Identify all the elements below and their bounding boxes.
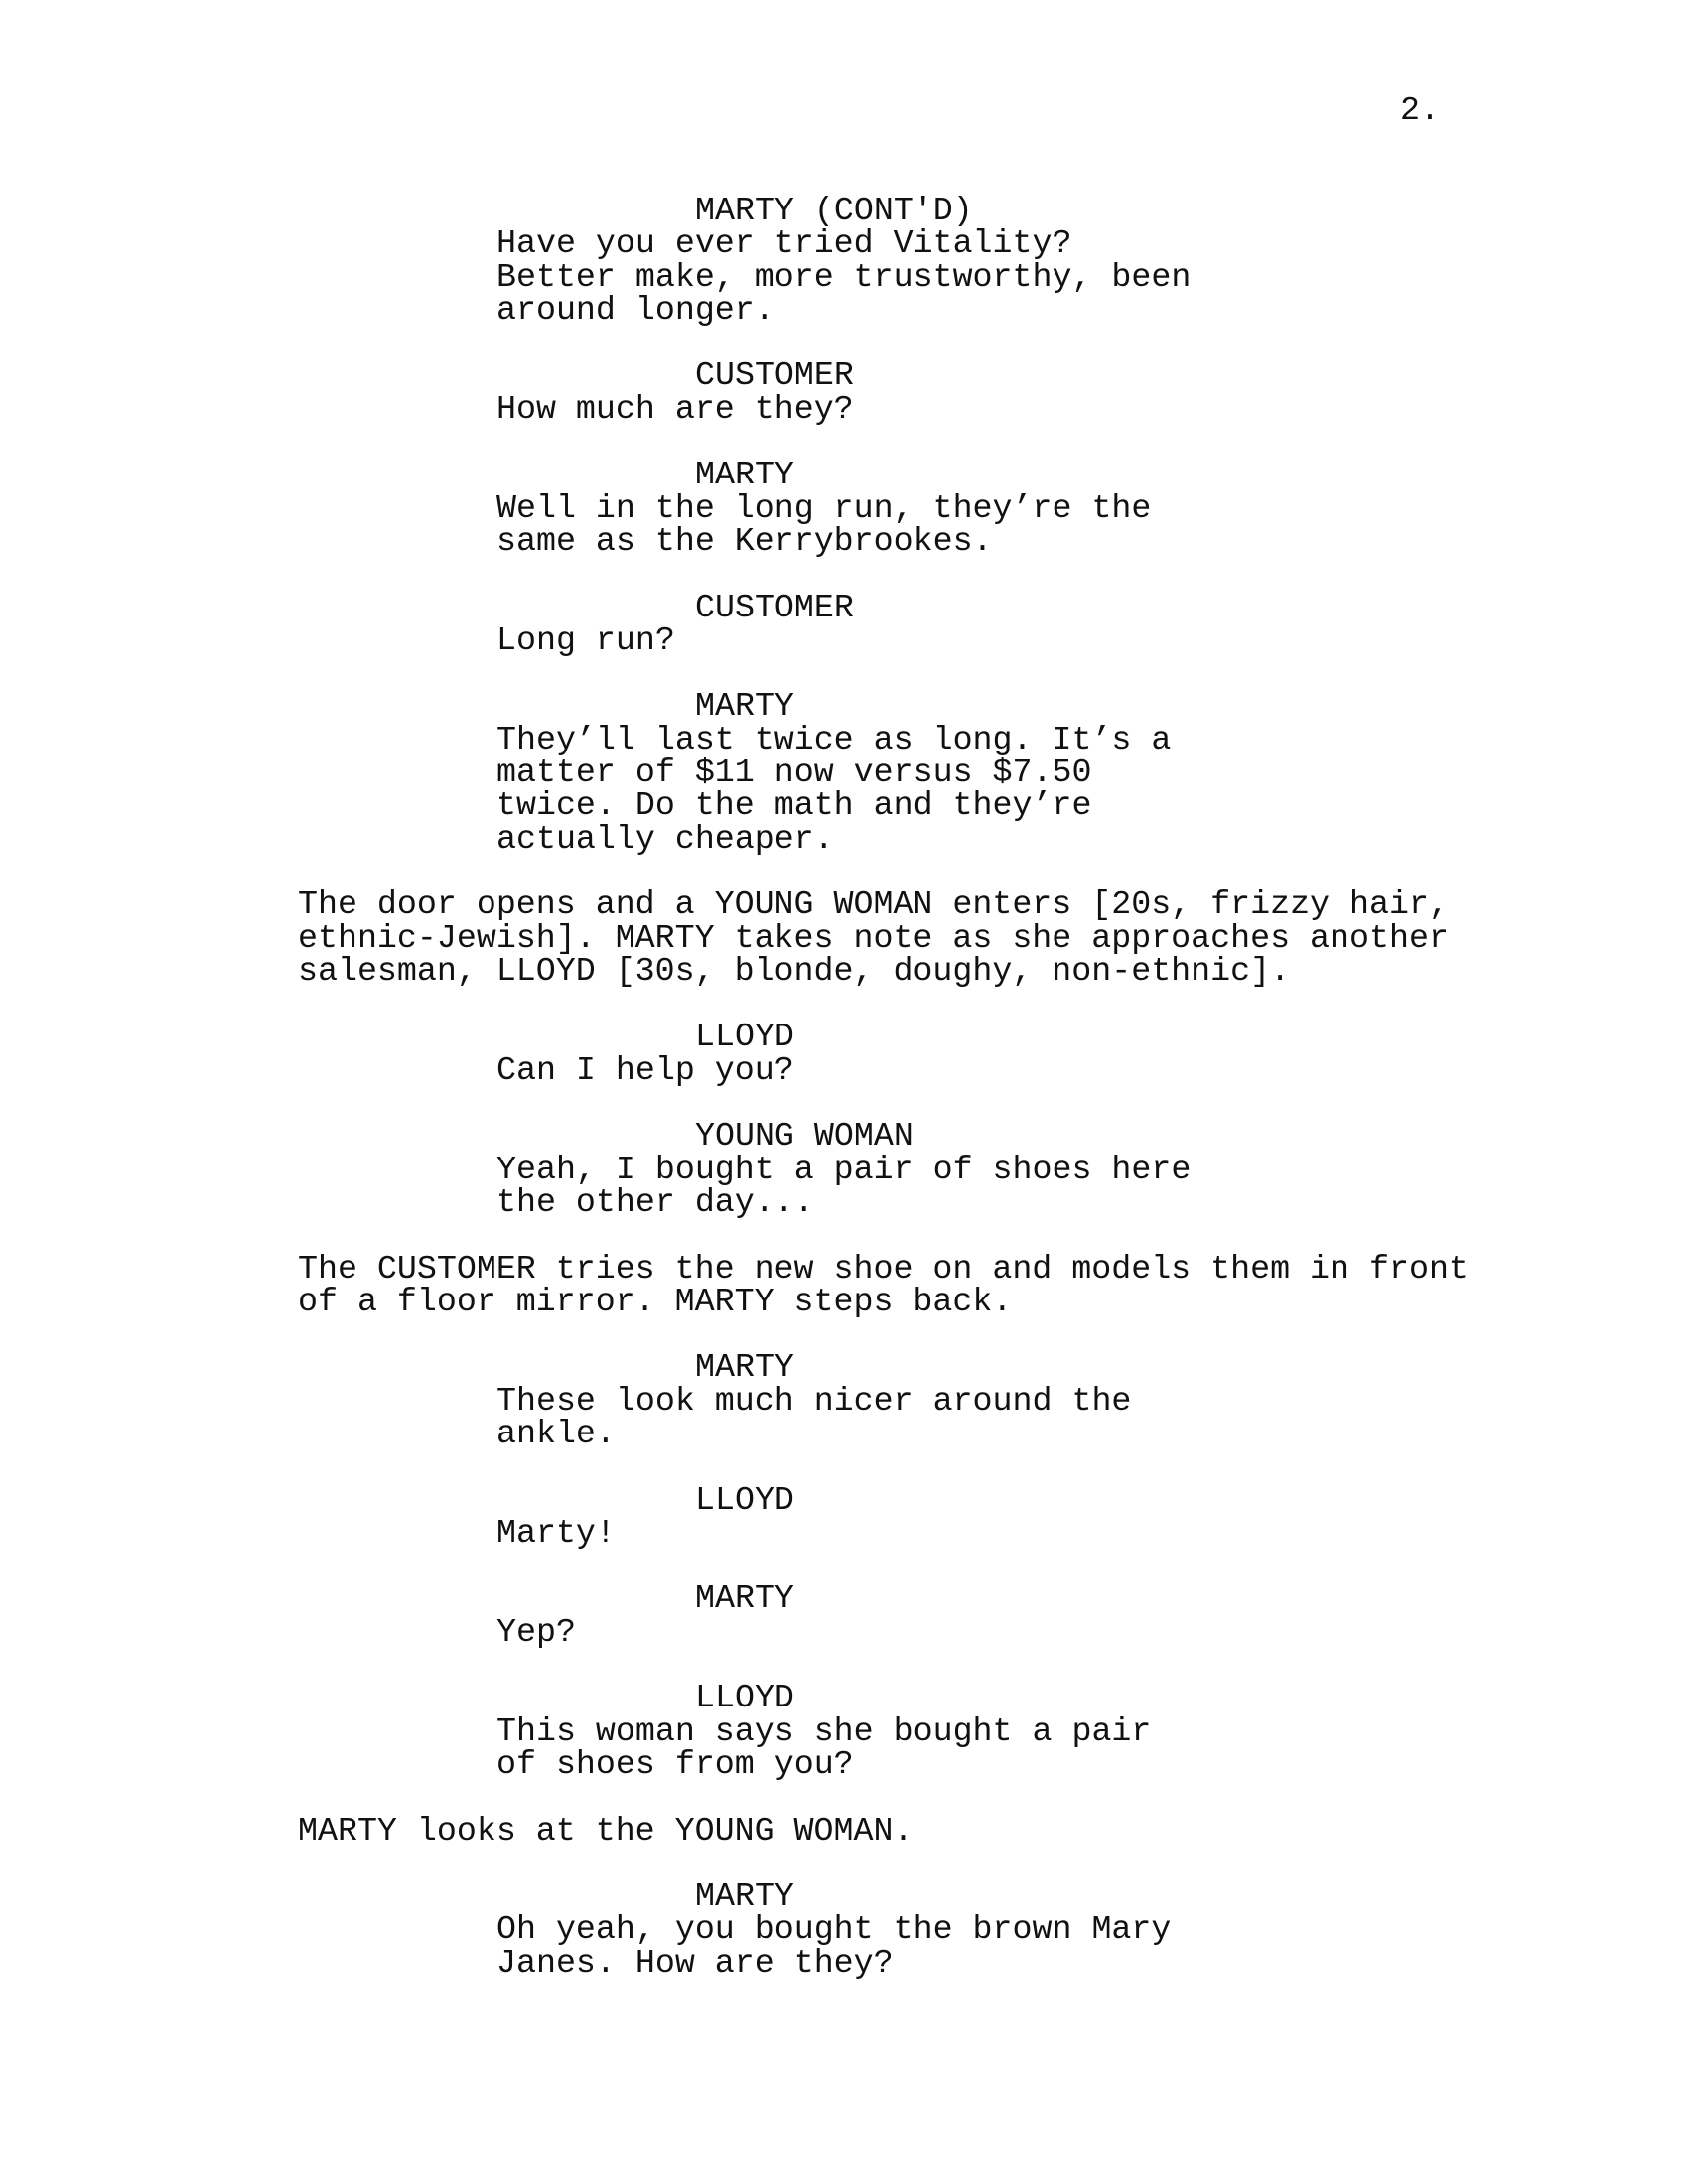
character-cue: LLOYD: [695, 1018, 794, 1056]
dialogue-line: Oh yeah, you bought the brown Mary: [496, 1910, 1172, 1949]
action-line: MARTY looks at the YOUNG WOMAN.: [298, 1811, 914, 1849]
action-line: salesman, LLOYD [30s, blonde, doughy, non-ethnic].: [298, 951, 1291, 990]
character-cue: MARTY: [695, 1579, 794, 1618]
dialogue-line: twice. Do the math and they’re: [496, 786, 1092, 825]
dialogue-block: [0, 687, 1688, 858]
character-cue: MARTY (CONT'D): [695, 192, 973, 229]
dialogue-line: Yep?: [496, 1612, 576, 1651]
character-cue: MARTY: [695, 687, 794, 726]
action-block: [0, 1249, 1688, 1320]
dialogue-line: same as the Kerrybrookes.: [496, 521, 993, 560]
dialogue-line: Better make, more trustworthy, been: [496, 257, 1192, 296]
dialogue-line: of shoes from you?: [496, 1744, 854, 1783]
dialogue-block: [0, 192, 1688, 329]
dialogue-block: [0, 588, 1688, 659]
dialogue-line: matter of $11 now versus $7.50: [496, 753, 1092, 792]
action-block: [0, 1811, 1688, 1849]
dialogue-block: [0, 1348, 1688, 1452]
dialogue-block: [0, 456, 1688, 560]
action-line: The door opens and a YOUNG WOMAN enters [20s, frizzy hair,: [298, 886, 1449, 924]
dialogue-line: Janes. How are they?: [496, 1943, 894, 1981]
dialogue-line: Can I help you?: [496, 1050, 794, 1089]
dialogue-line: actually cheaper.: [496, 819, 834, 858]
dialogue-line: Have you ever tried Vitality?: [496, 224, 1072, 263]
dialogue-line: around longer.: [496, 290, 774, 329]
dialogue-line: These look much nicer around the: [496, 1381, 1132, 1420]
dialogue-line: Yeah, I bought a pair of shoes here: [496, 1150, 1192, 1188]
screenplay-body: [0, 192, 1688, 2012]
character-cue: CUSTOMER: [695, 588, 854, 626]
dialogue-line: This woman says she bought a pair: [496, 1711, 1152, 1750]
dialogue-block: [0, 1480, 1688, 1552]
character-cue: MARTY: [695, 1348, 794, 1387]
character-cue: LLOYD: [695, 1679, 794, 1717]
dialogue-line: Marty!: [496, 1513, 616, 1552]
character-cue: MARTY: [695, 456, 794, 494]
dialogue-line: the other day...: [496, 1182, 814, 1221]
dialogue-line: ankle.: [496, 1414, 616, 1452]
dialogue-block: [0, 356, 1688, 428]
page-number: 2.: [1400, 91, 1440, 129]
dialogue-block: [0, 1117, 1688, 1221]
character-cue: LLOYD: [695, 1480, 794, 1519]
action-line: The CUSTOMER tries the new shoe on and models them in front: [298, 1249, 1469, 1288]
character-cue: YOUNG WOMAN: [695, 1117, 914, 1156]
action-line: of a floor mirror. MARTY steps back.: [298, 1282, 1013, 1320]
character-cue: MARTY: [695, 1877, 794, 1916]
dialogue-line: They’ll last twice as long. It’s a: [496, 720, 1172, 758]
dialogue-line: How much are they?: [496, 389, 854, 428]
dialogue-block: [0, 1877, 1688, 1981]
dialogue-block: [0, 1679, 1688, 1783]
dialogue-line: Well in the long run, they’re the: [496, 488, 1152, 527]
dialogue-block: [0, 1018, 1688, 1089]
action-block: [0, 888, 1688, 988]
dialogue-block: [0, 1579, 1688, 1651]
character-cue: CUSTOMER: [695, 356, 854, 395]
dialogue-line: Long run?: [496, 620, 675, 659]
action-line: ethnic-Jewish]. MARTY takes note as she approaches another: [298, 918, 1449, 957]
